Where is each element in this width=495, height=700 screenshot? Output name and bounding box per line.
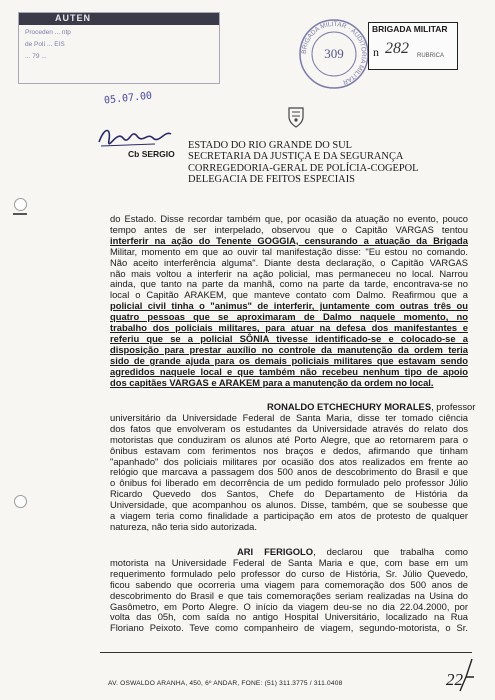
footer-rule: [100, 652, 472, 653]
header-line-state: ESTADO DO RIO GRANDE DO SUL: [188, 140, 352, 151]
brigada-seal: [296, 16, 372, 92]
authentication-stamp: [18, 12, 220, 84]
text-line: Ricardo Quevedo dos Santos, Chefe do Departamento de História da: [110, 488, 468, 500]
stamp-header-text: AUTEN: [55, 13, 91, 23]
paragraph-3: [110, 547, 468, 634]
text-line: motoristas que conduziram os alunos até Porto Alegre, que ao retornarem para o: [110, 433, 468, 445]
text-line: descobrimento do Brasil e que tais comemorações seriam realizadas na Usina do: [110, 589, 468, 601]
text-line: trabalho dos policiais militares, para atuar na defesa dos manifestantes e: [110, 322, 468, 334]
brigada-number-prefix: n: [373, 45, 379, 59]
text-line: RONALDO ETCHECHURY MORALES, professor: [267, 401, 476, 412]
signature-scribble: [95, 122, 175, 150]
text-line: ônibus estavam com ferimentos nos braços e dedos, afirmando que tinham: [110, 444, 468, 456]
text-line: sido de grande ajuda para os demais policiais militares que estavam sendo: [110, 354, 468, 366]
text-line: volta das 05h, com saída no antigo Hospital Universitário, localizado na Rua: [110, 611, 468, 623]
page-number: 22: [446, 670, 463, 689]
text-line: a viagem teria como finalidade a participação em atos de protesto de qualquer: [110, 510, 468, 522]
text-line: natureza, não teria sido autorizada.: [110, 520, 257, 532]
text-line: tempo antes de ser interpelado, observou que o Capitão VARGAS tentou: [110, 223, 468, 235]
text-line: Gasômetro, em Porto Alegre. O início da viagem deu-se no dia 22.04.2000, por: [110, 600, 468, 612]
coat-of-arms-icon: [286, 105, 306, 129]
text-line: local o Capitão ARAKEM, que manteve contato com Dalmo. Reafirmou que a: [110, 289, 468, 301]
header-line-corregedoria: CORREGEDORIA-GERAL DE POLÍCIA-COGEPOL: [188, 162, 419, 174]
binder-hole: [14, 495, 27, 508]
paragraph-2: [110, 401, 476, 533]
stamp-date: 05.07.00: [103, 90, 153, 107]
header-line-delegacia: DELEGACIA DE FEITOS ESPECIAIS: [188, 173, 355, 185]
text-line: requerimento formulado pelo professor do curso de História, Sr. Júlio Quevedo,: [110, 567, 468, 579]
text-line: ficou sabendo que ocorreria uma viagem para comemoração dos 500 anos de: [110, 578, 468, 590]
text-line: dos fatos que envolveram os estudantes da Universidade através do relato dos: [110, 422, 468, 434]
text-line: ainda, que tanto na parte da manhã, como na parte da tarde, encontrava-se no: [110, 278, 468, 290]
document-header: [188, 140, 418, 185]
text-line: Militar, momento em que ao ouvir tal manifestação disse: "Eu estou no comando.: [110, 245, 468, 257]
paragraph-1: [110, 214, 468, 389]
text-line: Universidade, que acompanhou os alunos. Disse, também, que se soubesse que: [110, 499, 468, 511]
text-line: policial civil tinha o "animus" de interferir, juntamente com outras três ou: [110, 300, 468, 312]
text-line: não mais voltou a interferir na ação policial, mas permaneceu no local. Narrou: [110, 267, 468, 279]
text-line: disposição para prestar auxílio no controle da manutenção da ordem teria: [110, 343, 468, 355]
witness-name: RONALDO ETCHECHURY MORALES: [267, 401, 432, 412]
text-line: ARI FERIGOLO, declarou que trabalha como: [237, 546, 468, 557]
seal-number: 309: [324, 46, 344, 61]
text-line: dos capitães VARGAS e ARAKEM para a manutenção da ordem no local.: [110, 376, 434, 388]
brigada-number: 282: [385, 40, 409, 57]
stamp-header-bar: [19, 13, 219, 25]
seal-ring-text: BRIGADA MILITAR · AUDITORIA MILITAR: [300, 20, 368, 86]
text-line: "apanhado" dos policiais militares por ocasião dos atos realizados em frente ao: [110, 455, 468, 467]
brigada-rubrica: RUBRICA: [417, 53, 445, 59]
text-line: universitário da Universidade Federal de Santa Maria, disse ter tomado ciência: [110, 411, 468, 423]
text-line: agredidos naquele local e que também não recebeu nenhum tipo de apoio: [110, 365, 468, 377]
text-line: do Estado. Disse recordar também que, por ocasião da atuação no evento, pouco: [110, 213, 468, 224]
text-line: Não aceito interferência alguma". Diante desta declaração, o Capitão VARGAS: [110, 256, 468, 268]
text-line: motorista na Universidade Federal de Santa Maria e que, com base em um: [110, 556, 468, 568]
stamp-line: de Polí ... EIS: [25, 41, 65, 48]
footer-address: AV. OSWALDO ARANHA, 450, 6º ANDAR, FONE: (51) 311.3775 / 311.0408: [108, 680, 343, 687]
brigada-title: BRIGADA MILITAR: [372, 24, 448, 34]
text-line: o ônibus foi liberado em decorrência de um pedido formulado pelo professor Júlio: [110, 477, 468, 489]
binder-hole: [14, 198, 27, 211]
witness-name: ARI FERIGOLO: [237, 546, 314, 557]
signature-caption: Cb SERGIO: [128, 149, 175, 159]
text-line: interferir na ação do Tenente GOGGIA, censurando a atuação da Brigada: [110, 234, 468, 246]
text-line: quatro pessoas que se aproximaram de Dalmo naquele momento, no: [110, 311, 468, 323]
header-line-secretariat: SECRETARIA DA JUSTIÇA E DA SEGURANÇA: [188, 151, 404, 163]
margin-mark: [13, 213, 27, 215]
text-line: Floriano Peixoto. Teve como companheiro de viagem, segundo-motorista, o Sr.: [110, 622, 468, 634]
stamp-line: ... 79 ...: [25, 53, 47, 60]
page-rubric-scribble: [452, 655, 480, 695]
text-line: relógio que marcava a passagem dos 500 anos de descobrimento do Brasil e que: [110, 466, 468, 478]
text-line: referiu que se a policial SÔNIA tivesse identificado-se e colocado-se a: [110, 332, 468, 344]
stamp-line: Proceden ... ntp: [25, 29, 71, 36]
